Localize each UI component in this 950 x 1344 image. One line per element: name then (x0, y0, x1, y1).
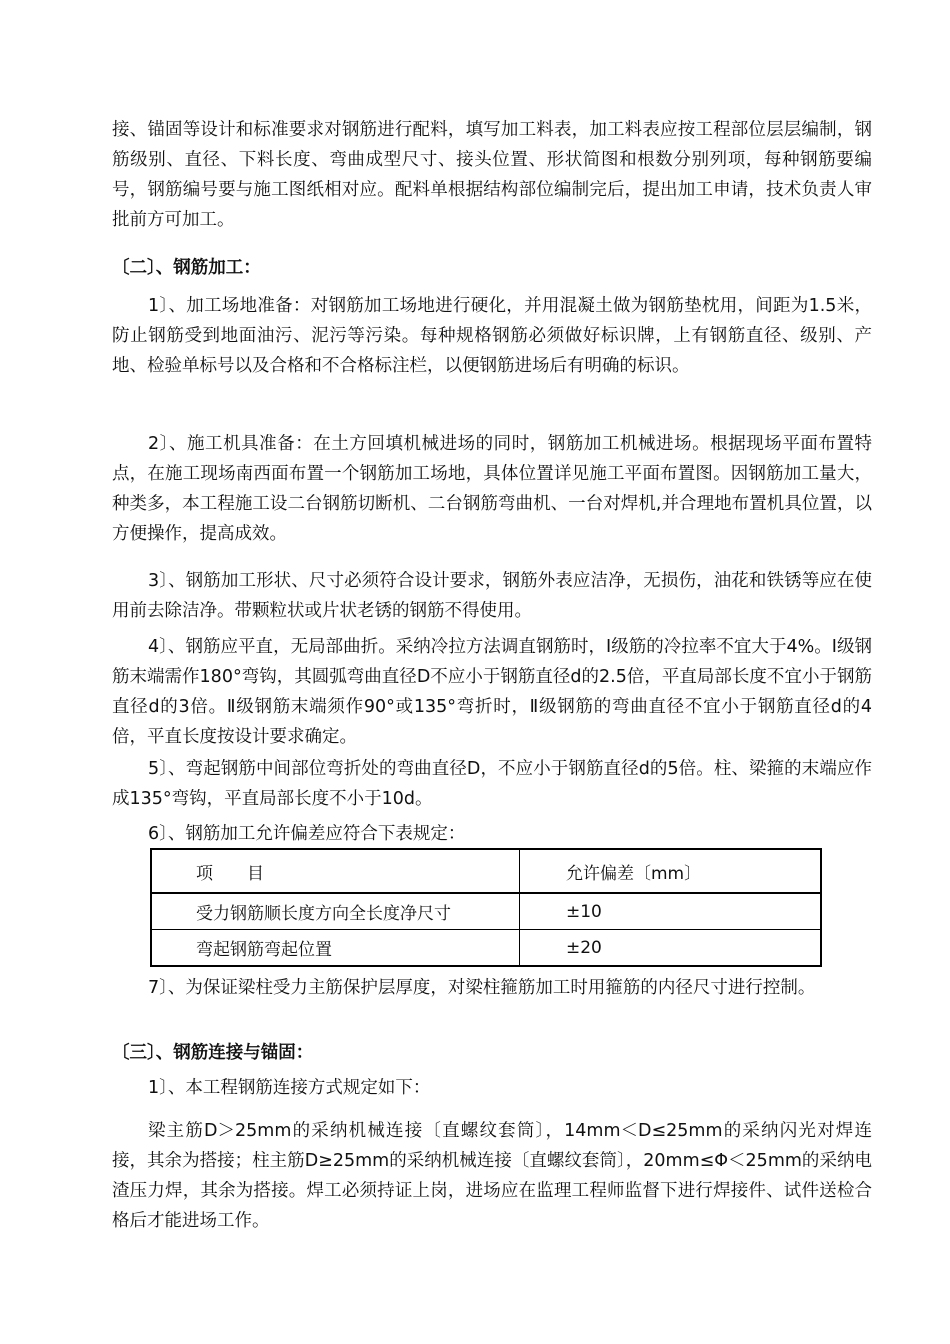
paragraph-straightening: 4〕、钢筋应平直，无局部曲折。采纳冷拉方法调直钢筋时，Ⅰ级筋的冷拉率不宜大于4%。Ⅰ级钢筋末端需作180°弯钩，其圆弧弯曲直径D不应小于钢筋直径d的2.5倍，平直局部长度不宜小于钢筋直径d的3倍。Ⅱ级钢筋末端须作90°或135°弯折时，Ⅱ级钢筋的弯曲直径不宜小于钢筋直径d的4倍，平直长度按设计要求确定。 (112, 637, 872, 747)
paragraph-tolerance-intro: 6〕、钢筋加工允许偏差应符合下表规定： (148, 824, 466, 844)
table-cell-item: 弯起钢筋弯起位置 (151, 930, 520, 967)
section-heading-connection-anchorage: 〔三〕、钢筋连接与锚固： (112, 1043, 314, 1063)
paragraph-bending-diameter: 5〕、弯起钢筋中间部位弯折处的弯曲直径D，不应小于钢筋直径d的5倍。柱、梁箍的末端应作成135°弯钩，平直局部长度不小于10d。 (112, 759, 872, 809)
paragraph-batching: 接、锚固等设计和标准要求对钢筋进行配料，填写加工料表，加工料表应按工程部位层层编制，钢筋级别、直径、下料长度、弯曲成型尺寸、接头位置、形状简图和根数分别列项，每种钢筋要编号，钢筋编号要与施工图纸相对应。配料单根据结构部位编制完后，提出加工申请，技术负责人审批前方可加工。 (112, 120, 872, 230)
tolerance-table (150, 848, 822, 967)
paragraph-stirrup-control: 7〕、为保证梁柱受力主筋保护层厚度，对梁柱箍筋加工时用箍筋的内径尺寸进行控制。 (148, 978, 816, 998)
paragraph-connection-methods-intro: 1〕、本工程钢筋连接方式规定如下： (148, 1078, 431, 1098)
table-cell-item: 受力钢筋顺长度方向全长度净尺寸 (151, 893, 520, 930)
table-cell-tolerance: ±10 (520, 893, 822, 930)
section-heading-rebar-processing: 〔二〕、钢筋加工： (112, 258, 261, 278)
table-cell-tolerance: ±20 (520, 930, 822, 967)
table-header-item: 项 目 (151, 849, 520, 893)
table-header-row (151, 849, 821, 893)
paragraph-shape-dimensions: 3〕、钢筋加工形状、尺寸必须符合设计要求，钢筋外表应洁净，无损伤，油花和铁锈等应在使用前去除洁净。带颗粒状或片状老锈的钢筋不得使用。 (112, 571, 872, 621)
paragraph-connection-methods: 梁主筋D＞25mm的采纳机械连接〔直螺纹套筒〕，14mm＜D≤25mm的采纳闪光对焊连接，其余为搭接；柱主筋D≥25mm的采纳机械连接〔直螺纹套筒〕，20mm≤Φ＜25mm的采纳电渣压力焊，其余为搭接。焊工必须持证上岗，进场应在监理工程师监督下进行焊接件、试件送检合格后才能进场工作。 (112, 1121, 872, 1231)
table-row (151, 930, 821, 967)
paragraph-site-preparation: 1〕、加工场地准备：对钢筋加工场地进行硬化，并用混凝土做为钢筋垫枕用，间距为1.5米，防止钢筋受到地面油污、泥污等污染。每种规格钢筋必须做好标识牌，上有钢筋直径、级别、产地、检验单标号以及合格和不合格标注栏，以便钢筋进场后有明确的标识。 (112, 296, 872, 376)
table-header-tolerance: 允许偏差〔mm〕 (520, 849, 822, 893)
table-row (151, 893, 821, 930)
paragraph-machinery-preparation: 2〕、施工机具准备：在土方回填机械进场的同时，钢筋加工机械进场。根据现场平面布置特点，在施工现场南西面布置一个钢筋加工场地，具体位置详见施工平面布置图。因钢筋加工量大，种类多，本工程施工设二台钢筋切断机、二台钢筋弯曲机、一台对焊机,并合理地布置机具位置，以方便操作，提高成效。 (112, 434, 872, 544)
